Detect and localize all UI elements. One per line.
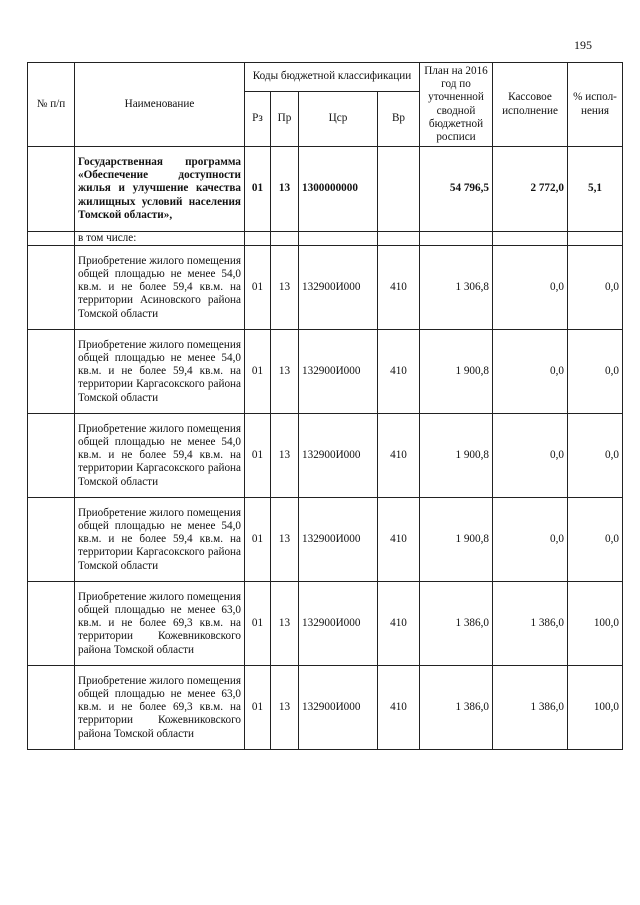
cell-pr: 13	[271, 246, 299, 330]
cell-pct: 5,1	[568, 147, 623, 232]
cell-pr: 13	[271, 330, 299, 414]
cell-csr: 132900И000	[299, 666, 378, 750]
header-num: № п/п	[28, 63, 75, 147]
cell-pct: 0,0	[568, 246, 623, 330]
cell-name: Приобретение жилого помещения общей площадью не менее 63,0 кв.м. и не более 69,3 кв.м. на территории Кожевниковского района Томской области	[75, 666, 245, 750]
cell-pct: 0,0	[568, 498, 623, 582]
header-codes-group: Коды бюджетной классификации	[245, 63, 420, 92]
header-csr: Цср	[299, 92, 378, 147]
header-pct: % испол-нения	[568, 63, 623, 147]
cell-pct: 0,0	[568, 414, 623, 498]
cell-cash: 0,0	[493, 414, 568, 498]
cell-num	[28, 232, 75, 246]
cell-rz: 01	[245, 330, 271, 414]
cell-csr: 132900И000	[299, 330, 378, 414]
including-row	[28, 232, 623, 246]
cell-num	[28, 498, 75, 582]
header-cash: Кассовое исполнение	[493, 63, 568, 147]
table-row	[28, 666, 623, 750]
cell-vr: 410	[378, 582, 420, 666]
cell-num	[28, 246, 75, 330]
cell-csr: 132900И000	[299, 582, 378, 666]
cell-vr	[378, 147, 420, 232]
cell-name: Приобретение жилого помещения общей площадью не менее 63,0 кв.м. и не более 69,3 кв.м. на территории Кожевниковского района Томской области	[75, 582, 245, 666]
cell-num	[28, 414, 75, 498]
cell-csr: 132900И000	[299, 414, 378, 498]
cell-vr: 410	[378, 246, 420, 330]
table-row	[28, 498, 623, 582]
cell-csr: 132900И000	[299, 246, 378, 330]
page-number: 195	[574, 38, 592, 52]
header-name: Наименование	[75, 63, 245, 147]
cell-vr: 410	[378, 498, 420, 582]
cell-rz: 01	[245, 582, 271, 666]
cell-cash: 0,0	[493, 246, 568, 330]
cell-pr: 13	[271, 666, 299, 750]
cell-plan: 1 900,8	[420, 330, 493, 414]
cell-name: Приобретение жилого помещения общей площадью не менее 54,0 кв.м. и не более 59,4 кв.м. на территории Каргасокского района Томской области	[75, 498, 245, 582]
cell-plan: 1 900,8	[420, 414, 493, 498]
table-row	[28, 582, 623, 666]
cell-name: Приобретение жилого помещения общей площадью не менее 54,0 кв.м. и не более 59,4 кв.м. на территории Каргасокского района Томской области	[75, 330, 245, 414]
cell-csr: 1300000000	[299, 147, 378, 232]
cell-rz: 01	[245, 147, 271, 232]
cell-pr: 13	[271, 582, 299, 666]
cell-rz: 01	[245, 246, 271, 330]
cell-including: в том числе:	[75, 232, 245, 246]
cell-csr: 132900И000	[299, 498, 378, 582]
cell-vr: 410	[378, 330, 420, 414]
table-body	[28, 147, 623, 750]
cell-cash: 1 386,0	[493, 666, 568, 750]
cell-pct: 100,0	[568, 582, 623, 666]
cell-cash: 0,0	[493, 330, 568, 414]
header-plan: План на 2016 год по уточненной сводной бюджетной росписи	[420, 63, 493, 147]
table-header	[28, 63, 623, 147]
table-row	[28, 330, 623, 414]
cell-plan: 1 306,8	[420, 246, 493, 330]
budget-table	[27, 62, 623, 750]
cell-plan: 54 796,5	[420, 147, 493, 232]
program-row	[28, 147, 623, 232]
cell-cash: 0,0	[493, 498, 568, 582]
cell-pct: 0,0	[568, 330, 623, 414]
cell-num	[28, 582, 75, 666]
cell-cash: 2 772,0	[493, 147, 568, 232]
cell-plan: 1 386,0	[420, 582, 493, 666]
cell-rz: 01	[245, 498, 271, 582]
header-vr: Вр	[378, 92, 420, 147]
cell-vr: 410	[378, 414, 420, 498]
cell-name: Государственная программа «Обеспечение доступности жилья и улучшение качества жилищных условий населения Томской области»,	[75, 147, 245, 232]
header-pr: Пр	[271, 92, 299, 147]
cell-num	[28, 147, 75, 232]
cell-num	[28, 330, 75, 414]
table-row	[28, 414, 623, 498]
cell-pr: 13	[271, 498, 299, 582]
cell-num	[28, 666, 75, 750]
cell-pr: 13	[271, 147, 299, 232]
cell-rz: 01	[245, 666, 271, 750]
cell-plan: 1 386,0	[420, 666, 493, 750]
cell-pr: 13	[271, 414, 299, 498]
cell-cash: 1 386,0	[493, 582, 568, 666]
cell-pct: 100,0	[568, 666, 623, 750]
cell-name: Приобретение жилого помещения общей площадью не менее 54,0 кв.м. и не более 59,4 кв.м. на территории Асиновского района Томской области	[75, 246, 245, 330]
cell-vr: 410	[378, 666, 420, 750]
cell-name: Приобретение жилого помещения общей площадью не менее 54,0 кв.м. и не более 59,4 кв.м. на территории Каргасокского района Томской области	[75, 414, 245, 498]
cell-rz: 01	[245, 414, 271, 498]
cell-plan: 1 900,8	[420, 498, 493, 582]
header-rz: Рз	[245, 92, 271, 147]
table-row	[28, 246, 623, 330]
